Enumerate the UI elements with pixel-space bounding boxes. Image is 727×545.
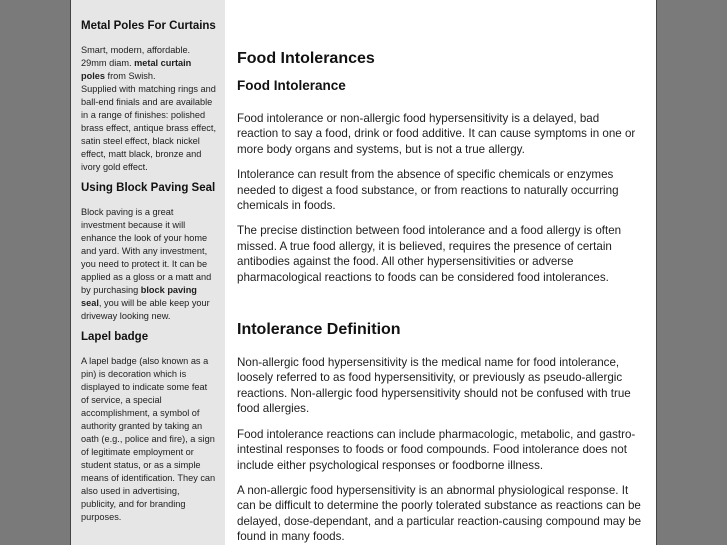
sidebar-section-lapel-badge [81, 331, 217, 524]
sidebar-heading: Using Block Paving Seal [81, 182, 216, 194]
section-subtitle: Food Intolerance [237, 78, 346, 93]
paragraph: Intolerance can result from the absence of specific chemicals or enzymes needed to digest a food substance, or from reactions to naturally occurring chemicals in foods. [237, 168, 619, 213]
text: Block paving is a great investment because it will enhance the look of your home and yard. With any investment, you need to protect it. It can be applied as a gloss or a matt and by purchasing [81, 207, 212, 295]
sidebar-paragraph: Supplied with matching rings and ball-end finials and are available in a range of finishes: polished brass effect, antique brass effect, satin steel effect, black nickel effect, matt black, bronze and ivory gold effect. [81, 84, 216, 172]
text: , you will be able keep your driveway looking new. [81, 298, 210, 321]
text: from Swish. [105, 71, 156, 81]
sidebar-heading: Metal Poles For Curtains [81, 20, 216, 32]
main-content [237, 0, 642, 545]
sidebar-heading: Lapel badge [81, 331, 149, 343]
sidebar-paragraph [81, 44, 217, 83]
sidebar [71, 0, 225, 545]
sidebar-paragraph [81, 206, 217, 323]
page-title: Food Intolerances [237, 50, 375, 67]
sidebar-paragraph: A lapel badge (also known as a pin) is decoration which is displayed to indicate some feat of service, a special accomplishment, a symbol of authority granted by taking an oath (e.g., police and fire), a sign of legitimate employment or student status, or as a simple means of identification. They can also used in advertising, publicity, and for branding purposes. [81, 356, 216, 522]
sidebar-section-paving-seal [81, 182, 217, 323]
paragraph: Food intolerance reactions can include pharmacologic, metabolic, and gastro-intestinal responses to foods or food compounds. Food intolerance does not include either psychological responses or foodborne illness. [237, 427, 636, 472]
paragraph: A non-allergic food hypersensitivity is an abnormal physiological response. It can be difficult to determine the poorly tolerated substance as reactions can be delayed, dose-dependant, and a particular reaction-causing compound may be found in many foods. [237, 483, 642, 544]
page [70, 0, 657, 545]
paragraph: Non-allergic food hypersensitivity is the medical name for food intolerance, loosely referred to as food hypersensitivity, or previously as pseudo-allergic reactions. Non-allergic food hypersensitivity should not be confused with true food allergies. [237, 356, 631, 416]
sidebar-section-curtain-poles [81, 20, 217, 174]
curtain-poles-link[interactable]: metal curtain poles [81, 58, 192, 81]
paragraph: Food intolerance or non-allergic food hypersensitivity is a delayed, bad reaction to say a food, drink or food additive. It can cause symptoms in one or more body organs and systems, but is not a true allergy. [237, 112, 636, 156]
section-heading: Intolerance Definition [237, 321, 401, 339]
paving-seal-link[interactable]: block paving seal [81, 285, 197, 308]
text: Smart, modern, affordable. 29mm diam. [81, 45, 191, 68]
paragraph: The precise distinction between food intolerance and a food allergy is often missed. A true food allergy, it is believed, requires the presence of certain antibodies against the food. All other hypersensitivities or adverse pharmacological reactions to foods can be considered food intolerances. [237, 224, 622, 284]
